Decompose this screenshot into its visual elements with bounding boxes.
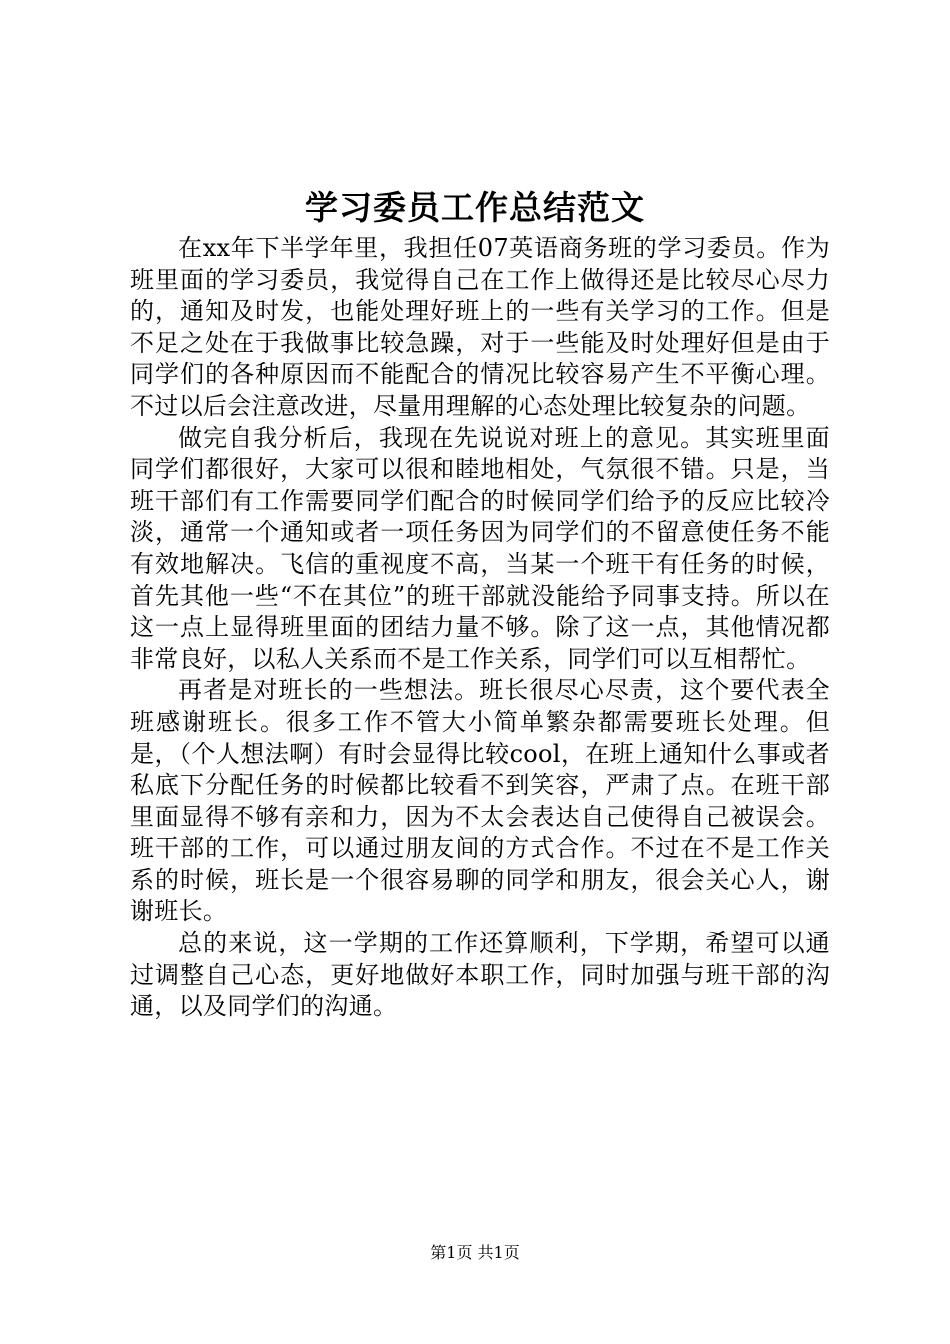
paragraph-3: 再者是对班长的一些想法。班长很尽心尽责，这个要代表全班感谢班长。很多工作不管大小简单繁杂都需要班长处理。但是，（个人想法啊）有时会显得比较cool，在班上通知什么事或者私底下分配任务的时候都比较看不到笑容，严肃了点。在班干部里面显得不够有亲和力，因为不太会表达自己使得自己被误会。班干部的工作，可以通过朋友间的方式合作。不过在不是工作关系的时候，班长是一个很容易聊的同学和朋友，很会关心人，谢谢班长。 <box>130 676 830 926</box>
paragraph-1: 在xx年下半学年里，我担任07英语商务班的学习委员。作为班里面的学习委员，我觉得自己在工作上做得还是比较尽心尽力的，通知及时发，也能处理好班上的一些有关学习的工作。但是不足之处在于我做事比较急躁，对于一些能及时处理好但是由于同学们的各种原因而不能配合的情况比较容易产生不平衡心理。不过以后会注意改进，尽量用理解的心态处理比较复杂的问题。 <box>130 234 830 420</box>
document-title: 学习委员工作总结范文 <box>305 188 645 227</box>
page-footer: 第1页 共1页 <box>430 1243 520 1262</box>
paragraph-4: 总的来说，这一学期的工作还算顺利，下学期，希望可以通过调整自己心态，更好地做好本职工作，同时加强与班干部的沟通，以及同学们的沟通。 <box>130 929 830 1021</box>
document-body <box>130 233 830 1023</box>
paragraph-2: 做完自我分析后，我现在先说说对班上的意见。其实班里面同学们都很好，大家可以很和睦地相处，气氛很不错。只是，当班干部们有工作需要同学们配合的时候同学们给予的反应比较冷淡，通常一个通知或者一项任务因为同学们的不留意使任务不能有效地解决。飞信的重视度不高，当某一个班干有任务的时候，首先其他一些“不在其位”的班干部就没能给予同事支持。所以在这一点上显得班里面的团结力量不够。除了这一点，其他情况都非常良好，以私人关系而不是工作关系，同学们可以互相帮忙。 <box>130 423 830 673</box>
